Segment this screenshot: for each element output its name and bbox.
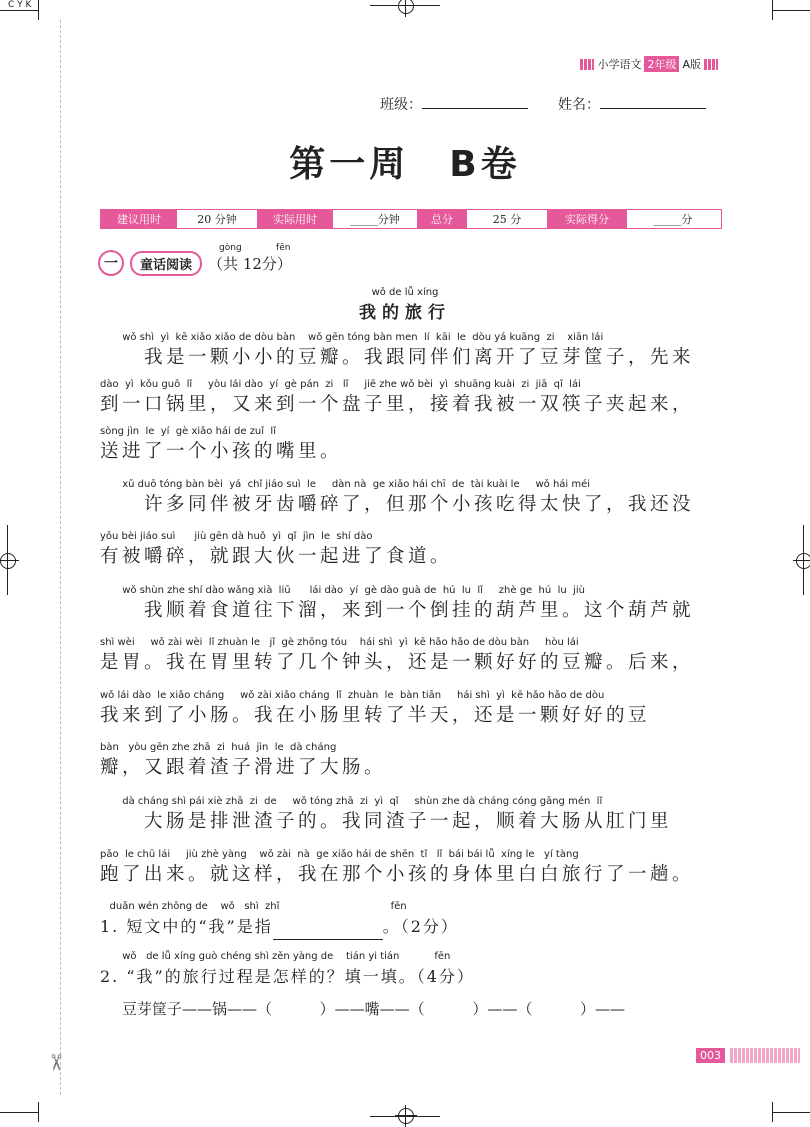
crop-mark — [772, 0, 773, 20]
cmyk-label: C Y K — [8, 0, 32, 10]
hanzi: 瓣，又跟着渣子滑进了大肠。 — [100, 757, 387, 778]
question-text: 2. “我”的旅行过程是怎样的？填一填。（4分） — [100, 967, 475, 986]
question-1 — [100, 900, 720, 940]
time-score-bar — [100, 209, 722, 229]
page-number: 003 — [696, 1048, 725, 1063]
pinyin: yǒu bèi jiáo suì jiù gēn dà huǒ yì qǐ jìn le shí dào — [100, 531, 373, 542]
question-text: 1. 短文中的“我”是指 — [100, 917, 273, 936]
passage-line — [100, 331, 720, 371]
pinyin: dà cháng shì pái xiè zhā zi de wǒ tóng zhā zi yì qǐ shùn zhe dà cháng cóng gāng mén lǐ — [100, 796, 603, 807]
section-header — [98, 242, 292, 276]
pinyin: wǒ de lǚ xíng — [371, 287, 439, 298]
page-title: 第一周 B卷 — [289, 144, 521, 185]
pinyin: gòng — [219, 242, 242, 253]
passage-line — [100, 689, 720, 729]
hanzi: 到一口锅里，又来到一个盘子里，接着我被一双筷子夹起来， — [100, 394, 695, 415]
score-gong-text: 共 — [223, 254, 239, 273]
crop-mark — [38, 1102, 39, 1122]
total-score-value: 25 分 — [492, 213, 522, 226]
class-label: 班级： — [380, 97, 422, 113]
passage-line — [100, 478, 720, 518]
actual-time-value[interactable]: _____分钟 — [350, 213, 400, 226]
hanzi: 我是一颗小小的豆瓣。我跟同伴们离开了豆芽筐子，先来 — [100, 347, 695, 368]
passage-line — [100, 425, 720, 465]
hanzi: 我来到了小肠。我在小肠里转了半天，还是一颗好好的豆 — [100, 705, 651, 726]
crop-mark — [38, 0, 39, 20]
book-tag — [580, 56, 718, 72]
section-number: 一 — [98, 250, 124, 276]
pinyin: wǒ de lǚ xíng guò chéng shì zěn yàng de tián yi tián fēn — [100, 951, 451, 962]
scissors-icon: ✂ — [42, 1053, 68, 1072]
passage-line — [100, 636, 720, 676]
pinyin: pǎo le chū lái jiù zhè yàng wǒ zài nà ge xiǎo hái de shēn tǐ lǐ bái bái lǚ xíng le yí tàng — [100, 849, 579, 860]
answer-blank[interactable] — [273, 923, 383, 940]
crop-mark — [772, 1102, 773, 1122]
passage-line — [100, 795, 720, 835]
passage-line — [100, 741, 720, 781]
score-rest — [238, 242, 292, 273]
subject-label: 小学语文 — [597, 58, 642, 71]
question-score: 。（2分） — [382, 917, 459, 936]
class-blank[interactable] — [422, 108, 528, 109]
name-label: 姓名： — [558, 97, 600, 113]
name-bar — [380, 94, 706, 114]
crop-mark — [772, 1112, 810, 1113]
passage-line — [100, 378, 720, 418]
hanzi: 是胃。我在胃里转了几个钟头，还是一颗好好的豆瓣。后来， — [100, 652, 695, 673]
passage-line — [100, 584, 720, 624]
hanzi: 送进了一个小孩的嘴里。 — [100, 441, 343, 462]
passage-line — [100, 848, 720, 888]
crop-mark — [772, 10, 810, 11]
crop-mark — [803, 525, 804, 595]
edition-label: A版 — [682, 58, 701, 71]
actual-score-value[interactable]: _____分 — [653, 213, 693, 226]
score-rest-text: 12分） — [238, 254, 292, 273]
hanzi: 有被嚼碎，就跟大伙一起进了食道。 — [100, 546, 453, 567]
hanzi: 我顺着食道往下溜，来到一个倒挂的葫芦里。这个葫芦就 — [100, 600, 695, 621]
pinyin: fēn — [276, 242, 291, 253]
crop-mark — [0, 10, 38, 11]
passage-line — [100, 530, 720, 570]
stripe-icon — [704, 59, 718, 70]
pinyin: bàn yòu gēn zhe zhā zi huá jìn le dà cháng — [100, 742, 337, 753]
question-2 — [100, 950, 720, 990]
student-name-field — [558, 94, 706, 114]
pinyin: wǒ lái dào le xiǎo cháng wǒ zài xiǎo cháng lǐ zhuàn le bàn tiān hái shì yì kē hǎo hǎo de dòu — [100, 690, 605, 701]
suggested-time-label: 建议用时 — [101, 210, 177, 228]
score-open: （ — [208, 254, 224, 273]
crop-mark — [0, 1112, 38, 1113]
actual-time-label: 实际用时 — [257, 210, 333, 228]
pinyin: wǒ shì yì kē xiǎo xiǎo de dòu bàn wǒ gēn tóng bàn men lí kāi le dòu yá kuāng zi xiān lái — [100, 332, 604, 343]
class-field — [380, 94, 528, 114]
pinyin: shì wèi wǒ zài wèi lǐ zhuàn le jǐ gè zhōng tóu hái shì yì kē hǎo hǎo de dòu bàn hòu lái — [100, 637, 579, 648]
pinyin: dào yì kǒu guō lǐ yòu lái dào yí gè pán zi lǐ jiē zhe wǒ bèi yì shuāng kuài zi jiā qǐ lái — [100, 379, 581, 390]
hanzi: 许多同伴被牙齿嚼碎了，但那个小孩吃得太快了，我还没 — [100, 494, 695, 515]
passage-title — [0, 287, 810, 323]
actual-score-label: 实际得分 — [547, 210, 627, 228]
pinyin: sòng jìn le yí gè xiǎo hái de zuǐ lǐ — [100, 426, 276, 437]
pinyin: wǒ shùn zhe shí dào wǎng xià liū lái dào yí gè dào guà de hú lu lǐ zhè ge hú lu jiù — [100, 585, 585, 596]
journey-chain[interactable]: 豆芽筐子——锅——（ ）——嘴——（ ）——（ ）—— — [122, 1000, 626, 1018]
registration-mark — [0, 553, 16, 569]
grade-badge: 2年级 — [644, 56, 679, 72]
score-gong — [219, 242, 242, 273]
pinyin: xǔ duō tóng bàn bèi yá chǐ jiáo suì le dàn nà ge xiǎo hái chī de tài kuài le wǒ hái méi — [100, 479, 591, 490]
passage-title-text: 我的旅行 — [359, 303, 451, 323]
pinyin: duǎn wén zhōng de wǒ shì zhǐ fēn — [100, 901, 407, 912]
registration-mark — [398, 0, 414, 14]
total-score-label: 总分 — [417, 210, 467, 228]
hanzi: 大肠是排泄渣子的。我同渣子一起，顺着大肠从肛门里 — [100, 811, 673, 832]
section-score — [208, 242, 292, 274]
section-title: 童话阅读 — [130, 251, 202, 276]
name-blank[interactable] — [600, 108, 706, 109]
stripe-icon — [580, 59, 594, 70]
suggested-time-value: 20 分钟 — [197, 213, 237, 226]
page-strip — [730, 1048, 800, 1063]
crop-mark — [7, 525, 8, 595]
hanzi: 跑了出来。就这样，我在那个小孩的身体里白白旅行了一趟。 — [100, 864, 695, 885]
